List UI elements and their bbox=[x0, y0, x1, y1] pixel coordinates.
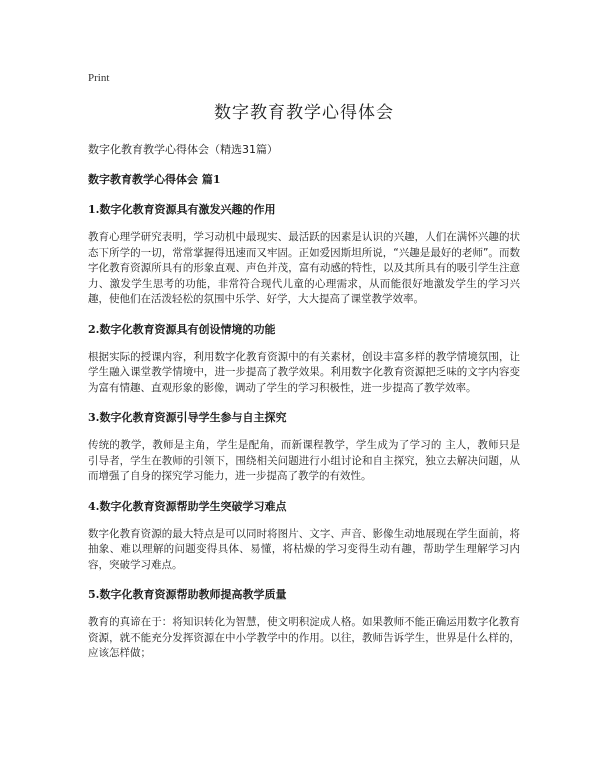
section-4-heading: 4.数字化教育资源帮助学生突破学习难点 bbox=[88, 499, 287, 513]
print-label: Print bbox=[88, 72, 110, 84]
document-content bbox=[88, 70, 520, 662]
section-3-paragraph: 传统的教学，教师是主角，学生是配角，而新课程教学，学生成为了学习的 主人，教师只是引导者，学生在教师的引领下，围绕相关问题进行小组讨论和自主探究，独立去解决问题，从而增强了自身的探究学习能力，进一步提高了教学的有效性。 bbox=[88, 439, 520, 482]
part-heading: 数字教育教学心得体会 篇1 bbox=[88, 173, 221, 186]
page-title: 数字教育教学心得体会 bbox=[214, 103, 394, 123]
section-1-heading: 1.数字化教育资源具有激发兴趣的作用 bbox=[88, 203, 276, 216]
section-5-paragraph: 教育的真谛在于：将知识转化为智慧，使文明积淀成人格。如果教师不能正确运用数字化教育资源，就不能充分发挥资源在中小学教学中的作用。以往，教师告诉学生，世界是什么样的，应该怎样做； bbox=[88, 616, 520, 659]
document-subtitle: 数字化教育教学心得体会（精选31篇） bbox=[88, 143, 278, 156]
section-3-heading: 3.数字化教育资源引导学生参与自主探究 bbox=[88, 411, 287, 424]
section-1-paragraph: 教育心理学研究表明，学习动机中最现实、最活跃的因素是认识的兴趣，人们在满怀兴趣的状态下所学的一切，常常掌握得迅速而又牢固。正如爱因斯坦所说，“兴趣是最好的老师”。而数字化教育资源所具有的形象直观、声色并茂，富有动感的特性，以及其所具有的吸引学生注意力、激发学生思考的功能，非常符合现代儿童的心理需求，从而能很好地激发学生的学习兴趣，使他们在活泼轻松的氛围中乐学、好学，大大提高了课堂教学效率。 bbox=[88, 231, 520, 305]
section-5-heading: 5.数字化教育资源帮助教师提高教学质量 bbox=[88, 588, 287, 601]
section-4-paragraph: 数字化教育资源的最大特点是可以同时将图片、文字、声音、影像生动地展现在学生面前，将抽象、难以理解的问题变得具体、易懂，将枯燥的学习变得生动有趣，帮助学生理解学习内容，突破学习难点。 bbox=[88, 527, 520, 571]
section-2-paragraph: 根据实际的授课内容，利用数字化教育资源中的有关素材，创设丰富多样的教学情境氛围，让学生融入课堂教学情境中，进一步提高了教学效果。利用数字化教育资源把乏味的文字内容变为富有情趣、直观形象的影像，调动了学生的学习积极性，进一步提高了教学效率。 bbox=[88, 350, 520, 394]
section-2-heading: 2.数字化教育资源具有创设情境的功能 bbox=[88, 322, 276, 336]
